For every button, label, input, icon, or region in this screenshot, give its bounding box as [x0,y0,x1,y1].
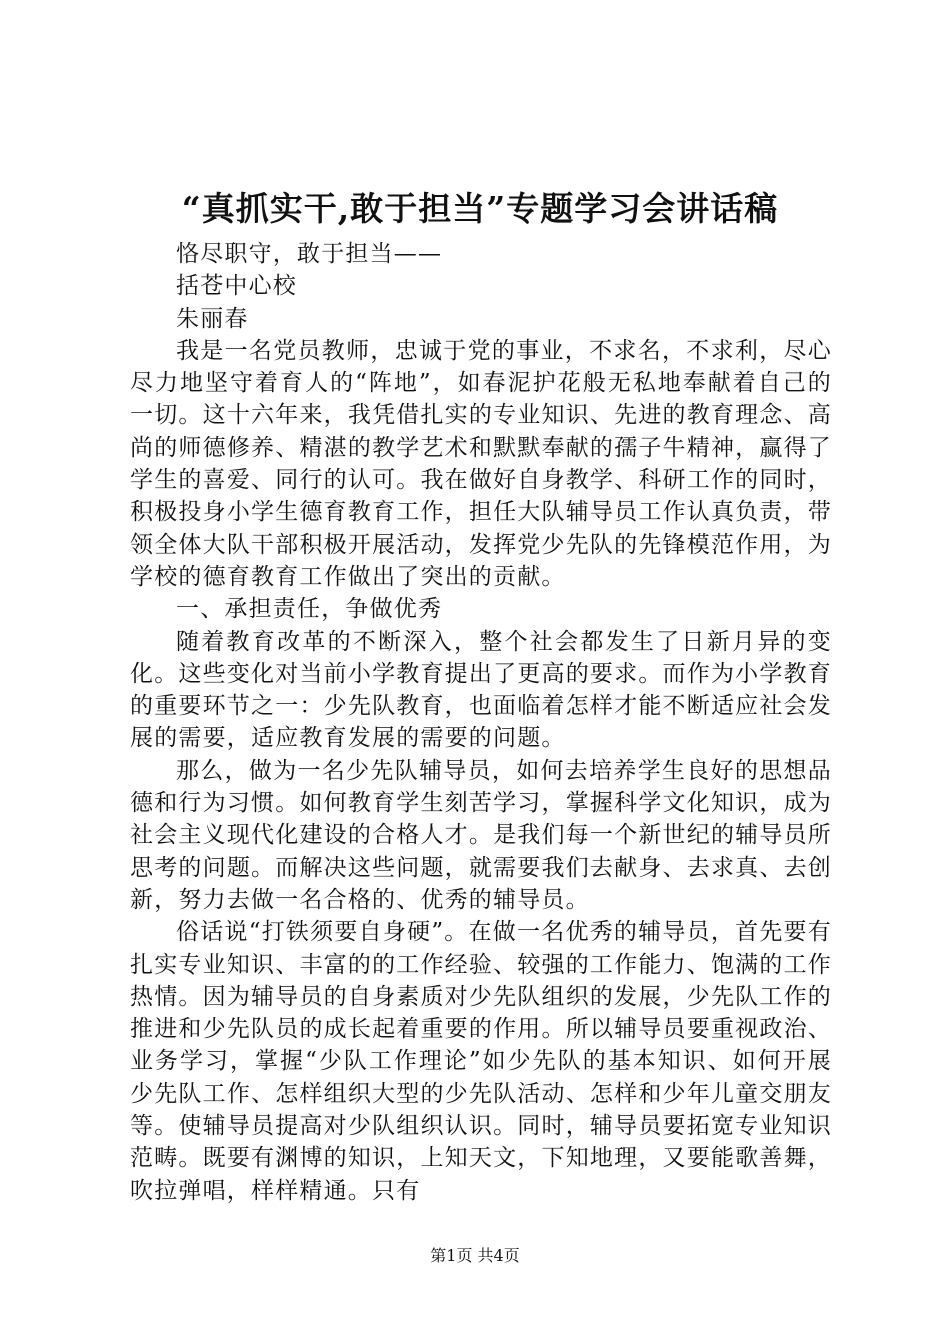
author-line: 朱丽春 [176,305,249,332]
subtitle-line: 恪尽职守，敢于担当—— [176,241,443,267]
paragraph: 那么，做为一名少先队辅导员，如何去培养学生良好的思想品德和行为习惯。如何教育学生刻苦学习，掌握科学文化知识，成为社会主义现代化建设的合格人才。是我们每一个新世纪的辅导员所思考的问题。而解决这些问题，就需要我们去献身、去求真、去创新，努力去做一名合格的、优秀的辅导员。 [130,757,832,913]
paragraph: 俗话说“打铁须要自身硬”。在做一名优秀的辅导员，首先要有扎实专业知识、丰富的的工作经验、较强的工作能力、饱满的工作热情。因为辅导员的自身素质对少先队组织的发展，少先队工作的推进和少先队员的成长起着重要的作用。所以辅导员要重视政治、业务学习，掌握“少队工作理论”如少先队的基本知识、如何开展少先队工作、怎样组织大型的少先队活动、怎样和少年儿童交朋友等。使辅导员提高对少队组织认识。同时，辅导员要拓宽专业知识范畴。既要有渊博的知识，上知天文，下知地理，又要能歌善舞，吹拉弹唱，样样精通。只有 [130,919,832,1204]
school-line: 括苍中心校 [176,273,297,300]
page-footer: 第1页 共4页 [430,1246,520,1265]
document-title: “真抓实干,敢于担当”专题学习会讲话稿 [181,189,779,228]
paragraph: 随着教育改革的不断深入，整个社会都发生了日新月异的变化。这些变化对当前小学教育提出了更高的要求。而作为小学教育的重要环节之一：少先队教育，也面临着怎样才能不断适应社会发展的需要，适应教育发展的需要的问题。 [130,628,832,752]
document-body [130,238,832,1207]
paragraph: 我是一名党员教师，忠诚于党的事业，不求名，不求利，尽心尽力地坚守着育人的“阵地”，如春泥护花般无私地奉献着自己的一切。这十六年来，我凭借扎实的专业知识、先进的教育理念、高尚的师德修养、精湛的教学艺术和默默奉献的孺子牛精神，赢得了学生的喜爱、同行的认可。我在做好自身教学、科研工作的同时，积极投身小学生德育教育工作，担任大队辅导员工作认真负责，带领全体大队干部积极开展活动，发挥党少先队的先锋模范作用，为学校的德育教育工作做出了突出的贡献。 [130,337,832,590]
section-heading: 一、承担责任，争做优秀 [176,596,443,623]
